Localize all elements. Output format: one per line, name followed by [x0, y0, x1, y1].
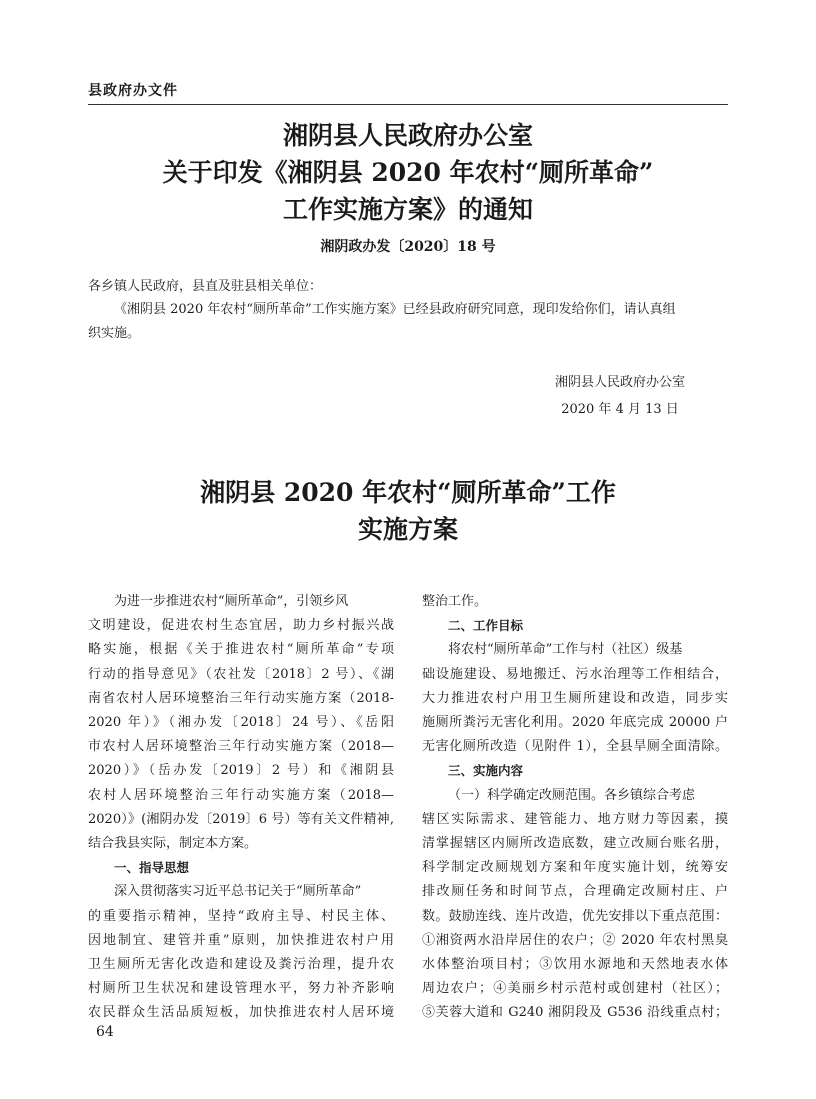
plan-title — [88, 474, 728, 548]
paragraph-line: ①湘资两水沿岸居住的农户；② 2020 年农村黑臭 — [422, 932, 728, 948]
notice-title-line: 工作实施方案》的通知 — [282, 195, 533, 224]
paragraph-line: 略实施，根据《关于推进农村“厕所革命”专项 — [88, 642, 394, 658]
paragraph-line: 大力推进农村户用卫生厕所建设和改造，同步实 — [422, 690, 728, 706]
paragraph-line: 础设施建设、易地搬迁、污水治理等工作相结合， — [422, 666, 728, 682]
paragraph-line: 文明建设，促进农村生态宜居，助力乡村振兴战 — [88, 618, 394, 634]
section-header: 县政府办文件 — [88, 83, 178, 99]
paragraph-line: 2020）》（岳办发〔2019〕2 号）和《湘阴县 — [88, 763, 394, 779]
left-column — [88, 590, 394, 1026]
page-number: 64 — [96, 1024, 114, 1040]
notice-title-line: 关于印发《湘阴县 2020 年农村“厕所革命” — [162, 158, 654, 187]
paragraph-line: 行动的指导意见》（农社发〔2018〕2 号）、《湖 — [88, 666, 394, 682]
paragraph-line: 农民群众生活品质短板，加快推进农村人居环境 — [88, 1005, 394, 1021]
paragraph-line: 结合我县实际，制定本方案。 — [88, 836, 258, 852]
paragraph-line: 深入贯彻落实习近平总书记关于“厕所革命” — [114, 884, 362, 900]
paragraph-line: 2020 年）》（湘办发〔2018〕24 号）、《岳阳 — [88, 715, 394, 731]
section-heading: 三、实施内容 — [448, 763, 524, 779]
paragraph-line: 为进一步推进农村“厕所革命”，引领乡风 — [114, 594, 349, 609]
paragraph-line: 将农村“厕所革命”工作与村（社区）级基 — [448, 642, 683, 658]
notice-title-line: 湘阴县人民政府办公室 — [282, 121, 533, 150]
paragraph-line: 无害化厕所改造（见附件 1），全县旱厕全面清除。 — [422, 739, 728, 755]
signer: 湘阴县人民政府办公室 — [554, 375, 685, 390]
plan-title-line: 湘阴县 2020 年农村“厕所革命”工作 — [200, 478, 616, 507]
paragraph-line: 村厕所卫生状况和建设管理水平，努力补齐影响 — [88, 981, 394, 997]
addressee: 各乡镇人民政府，县直及驻县相关单位： — [88, 279, 323, 294]
paragraph-line: （一）科学确定改厕范围。各乡镇综合考虑 — [448, 787, 696, 803]
issue-date: 2020 年 4 月 13 日 — [561, 402, 679, 417]
paragraph-line: 的重要指示精神，坚持“政府主导、村民主体、 — [88, 908, 394, 924]
paragraph-line: 数。鼓励连线、连片改造，优先安排以下重点范围： — [422, 908, 728, 924]
paragraph-line: ⑤芙蓉大道和 G240 湘阴段及 G536 沿线重点村； — [422, 1005, 728, 1021]
header-rule — [88, 104, 728, 105]
paragraph-line: 水体整治项目村；③饮用水源地和天然地表水体 — [422, 957, 728, 973]
paragraph-line: 南省农村人居环境整治三年行动实施方案（2018- — [88, 690, 394, 706]
notice-title — [88, 117, 728, 228]
paragraph-line: 清掌握辖区内厕所改造底数，建立改厕台账名册， — [422, 836, 728, 852]
document-number: 湘阴政办发〔2020〕18 号 — [320, 239, 496, 255]
paragraph-line: 辖区实际需求、建管能力、地方财力等因素，摸 — [422, 811, 728, 827]
section-heading: 二、工作目标 — [448, 618, 524, 634]
paragraph-line: 农村人居环境整治三年行动实施方案（2018— — [88, 787, 394, 803]
paragraph-line: 2020）》(湘阴办发〔2019〕6 号）等有关文件精神, — [88, 811, 394, 827]
paragraph-line: 周边农户；④美丽乡村示范村或创建村（社区）； — [422, 981, 728, 997]
right-column — [422, 590, 728, 1026]
paragraph-line: 因地制宜、建管并重”原则，加快推进农村户用 — [88, 932, 394, 948]
paragraph-line: 卫生厕所无害化改造和建设及粪污治理，提升农 — [88, 957, 394, 973]
notice-body-line: 《湘阴县 2020 年农村“厕所革命”工作实施方案》已经县政府研究同意，现印发给你们，请认真组 — [114, 302, 676, 317]
paragraph-line: 施厕所粪污无害化利用。2020 年底完成 20000 户 — [422, 715, 728, 731]
paragraph-line: 排改厕任务和时间节点，合理确定改厕村庄、户 — [422, 884, 728, 900]
plan-title-line: 实施方案 — [357, 515, 458, 544]
paragraph-line: 科学制定改厕规划方案和年度实施计划，统筹安 — [422, 860, 728, 876]
paragraph-line: 市农村人居环境整治三年行动实施方案（2018— — [88, 739, 394, 755]
notice-body-line: 织实施。 — [88, 326, 141, 341]
paragraph-line: 整治工作。 — [422, 594, 488, 609]
section-heading: 一、指导思想 — [114, 860, 190, 876]
